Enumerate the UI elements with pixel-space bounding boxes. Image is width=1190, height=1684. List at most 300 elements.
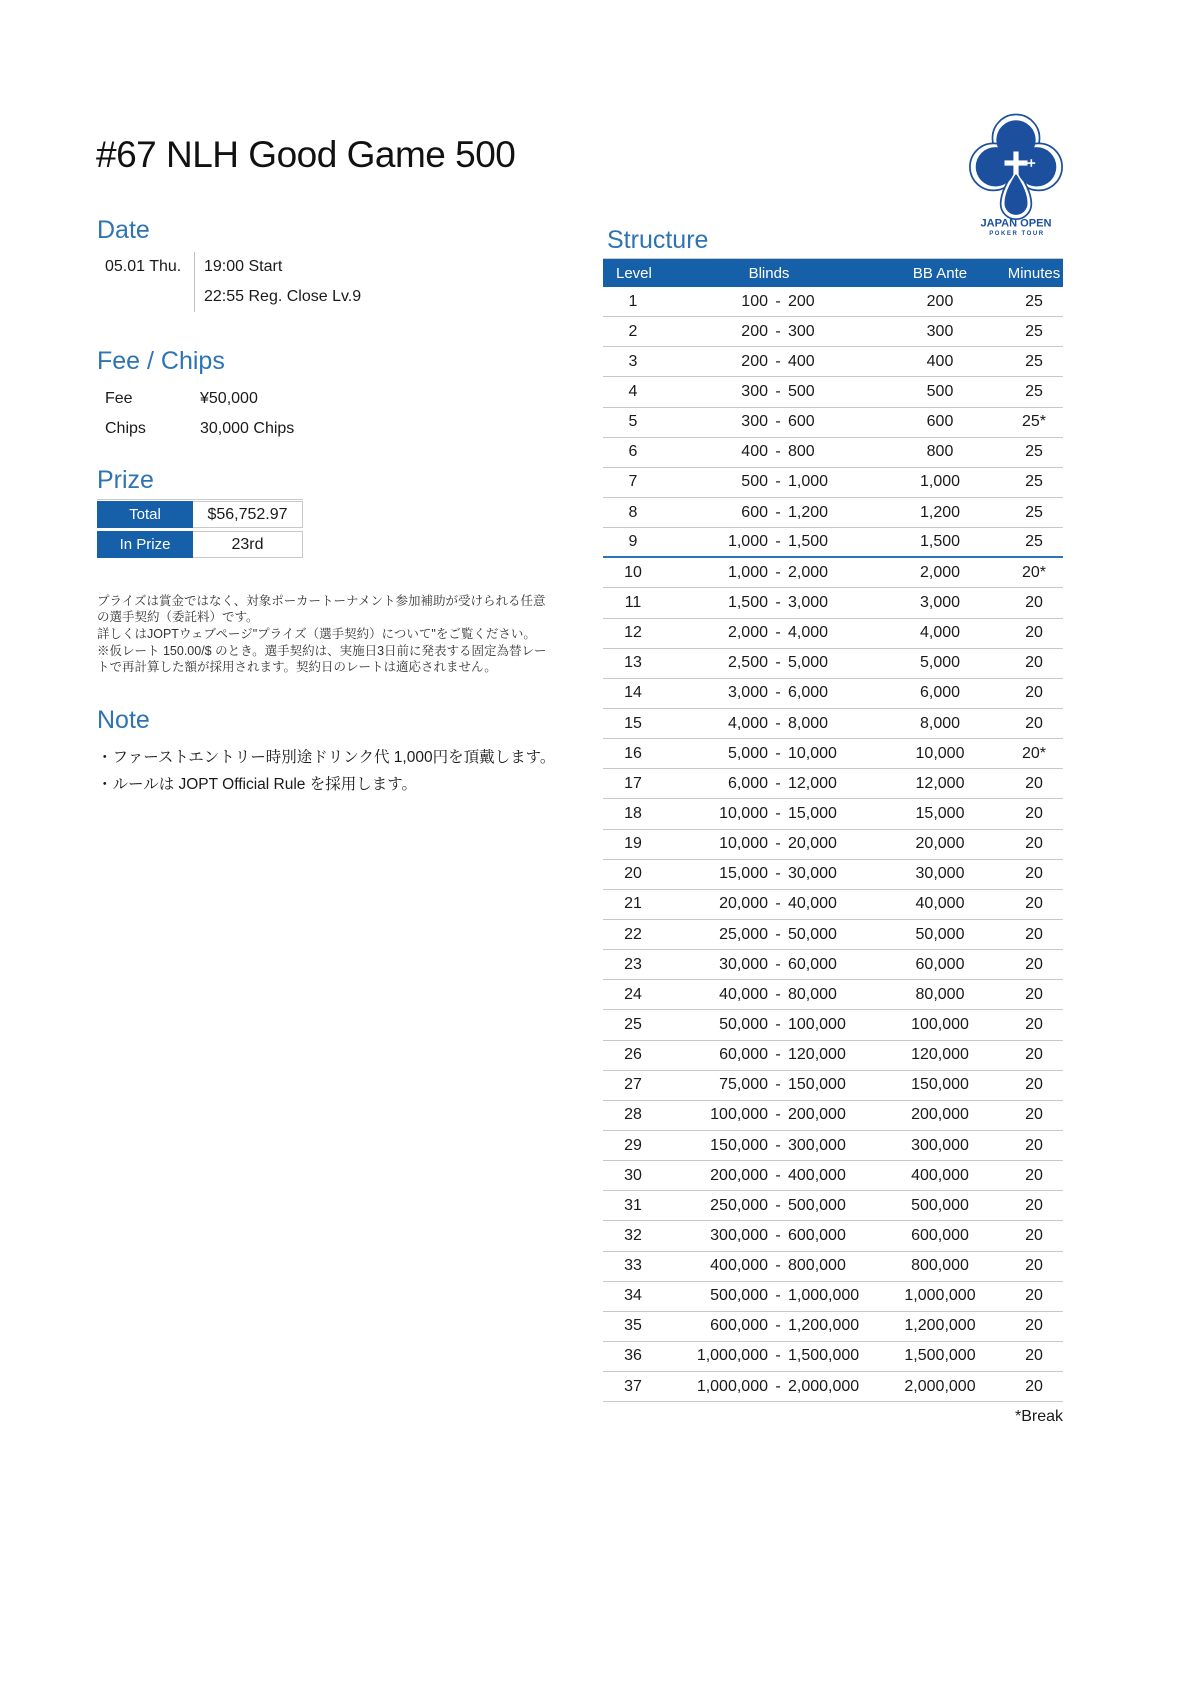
table-row (603, 377, 1063, 407)
minutes-cell: 20 (1025, 1196, 1043, 1214)
level-cell: 27 (624, 1076, 642, 1094)
ante-cell: 8,000 (919, 714, 961, 732)
prize-disclaimer-line: 詳しくはJOPTウェブページ"プライズ（選手契約）について"をご覧ください。 (97, 627, 536, 641)
minutes-cell: 20 (1025, 1226, 1043, 1244)
ante-cell: 200 (926, 292, 954, 310)
blinds-sb: 20,000 (719, 895, 768, 913)
blinds-cell (663, 986, 875, 1004)
date-day: 05.01 Thu. (105, 258, 182, 275)
blinds-cell (663, 1046, 875, 1064)
level-cell: 15 (624, 714, 642, 732)
prize-inprize-value: 23rd (193, 531, 303, 558)
blinds-cell (663, 956, 875, 974)
table-row (603, 528, 1063, 558)
blinds-bb: 400 (788, 352, 815, 370)
blinds-dash: - (775, 804, 781, 822)
blinds-bb: 2,000 (788, 563, 829, 581)
blinds-bb: 300,000 (788, 1136, 846, 1154)
blinds-sb: 150,000 (710, 1136, 768, 1154)
prize-inprize-row (97, 531, 303, 558)
ante-cell: 800,000 (911, 1257, 969, 1275)
table-row (603, 347, 1063, 377)
blinds-bb: 1,000,000 (788, 1287, 860, 1305)
blinds-sb: 600 (741, 503, 768, 521)
level-cell: 16 (624, 744, 642, 762)
table-row (603, 709, 1063, 739)
break-footnote: *Break (1014, 1408, 1063, 1425)
blinds-sb: 50,000 (719, 1015, 768, 1033)
level-cell: 20 (624, 865, 642, 883)
ante-cell: 12,000 (915, 774, 965, 792)
blinds-cell (663, 353, 875, 371)
blinds-cell (663, 323, 875, 341)
ante-cell: 80,000 (915, 985, 965, 1003)
ante-cell: 600 (926, 413, 954, 431)
blinds-cell (663, 1378, 875, 1396)
note-item: ・ルールは JOPT Official Rule を採用します。 (97, 776, 417, 793)
level-cell: 19 (624, 835, 642, 853)
blinds-cell (663, 895, 875, 913)
blinds-sb: 100,000 (710, 1106, 768, 1124)
minutes-cell: 25 (1025, 443, 1043, 461)
blinds-sb: 6,000 (727, 774, 768, 792)
blinds-bb: 1,500 (788, 533, 829, 551)
fee-label: Fee (105, 390, 133, 407)
blinds-dash: - (775, 443, 781, 461)
blinds-bb: 800 (788, 443, 815, 461)
ante-cell: 800 (926, 443, 954, 461)
blinds-sb: 250,000 (710, 1196, 768, 1214)
level-cell: 18 (624, 804, 642, 822)
blinds-cell (663, 1016, 875, 1034)
blinds-dash: - (775, 744, 781, 762)
blinds-sb: 2,000 (727, 624, 768, 642)
blinds-sb: 15,000 (719, 865, 768, 883)
table-row (603, 1282, 1063, 1312)
table-row (603, 588, 1063, 618)
blinds-sb: 300,000 (710, 1226, 768, 1244)
minutes-cell: 20 (1025, 1076, 1043, 1094)
blinds-dash: - (775, 835, 781, 853)
blinds-dash: - (775, 1257, 781, 1275)
level-cell: 10 (624, 563, 642, 581)
date-reg-close: 22:55 Reg. Close Lv.9 (204, 288, 362, 305)
blinds-bb: 100,000 (788, 1015, 846, 1033)
blinds-bb: 1,500,000 (788, 1347, 860, 1365)
blinds-cell (663, 1106, 875, 1124)
blinds-sb: 3,000 (727, 684, 768, 702)
level-cell: 14 (624, 684, 642, 702)
blinds-dash: - (775, 925, 781, 943)
ante-cell: 500 (926, 382, 954, 400)
minutes-cell: 20 (1025, 1166, 1043, 1184)
minutes-cell: 25 (1025, 322, 1043, 340)
minutes-cell: 20 (1025, 1377, 1043, 1395)
table-row (603, 287, 1063, 317)
blinds-cell (663, 775, 875, 793)
blinds-cell (663, 1167, 875, 1185)
blinds-cell (663, 654, 875, 672)
minutes-cell: 20 (1025, 955, 1043, 973)
table-row (603, 679, 1063, 709)
blinds-cell (663, 1287, 875, 1305)
jopt-logo (968, 112, 1064, 244)
prize-table (97, 499, 303, 561)
minutes-cell: 20* (1021, 563, 1047, 581)
level-cell: 9 (628, 533, 638, 551)
minutes-cell: 20 (1025, 985, 1043, 1003)
blinds-sb: 600,000 (710, 1317, 768, 1335)
chips-value: 30,000 Chips (200, 420, 295, 437)
table-row (603, 1010, 1063, 1040)
table-row (603, 317, 1063, 347)
ante-cell: 50,000 (915, 925, 965, 943)
ante-cell: 120,000 (911, 1046, 969, 1064)
ante-cell: 300,000 (911, 1136, 969, 1154)
level-cell: 34 (624, 1287, 642, 1305)
blinds-sb: 30,000 (719, 955, 768, 973)
blinds-sb: 1,000,000 (696, 1377, 768, 1395)
blinds-dash: - (775, 563, 781, 581)
level-cell: 5 (628, 413, 638, 431)
blinds-bb: 200 (788, 292, 815, 310)
blinds-cell (663, 564, 875, 582)
ante-cell: 30,000 (915, 865, 965, 883)
blinds-cell (663, 293, 875, 311)
blinds-bb: 150,000 (788, 1076, 846, 1094)
blinds-sb: 1,000,000 (696, 1347, 768, 1365)
structure-table-header (603, 258, 1063, 287)
table-row (603, 1252, 1063, 1282)
ante-cell: 600,000 (911, 1226, 969, 1244)
minutes-cell: 25 (1025, 503, 1043, 521)
prize-disclaimer-line: ※仮レート 150.00/$ のとき。選手契約は、実施日3日前に発表する固定為替レートで再計算した額が採用されます。契約日のレートは適応されません。 (97, 644, 547, 674)
blinds-cell (663, 413, 875, 431)
structure-table-body (603, 287, 1063, 1402)
blinds-cell (663, 926, 875, 944)
blinds-dash: - (775, 473, 781, 491)
minutes-cell: 20 (1025, 804, 1043, 822)
blinds-sb: 400,000 (710, 1257, 768, 1275)
date-times-divider (194, 252, 361, 312)
club-clover-icon (968, 112, 1064, 239)
blinds-bb: 200,000 (788, 1106, 846, 1124)
minutes-cell: 20 (1025, 774, 1043, 792)
blinds-sb: 10,000 (719, 835, 768, 853)
blinds-dash: - (775, 533, 781, 551)
table-row (603, 498, 1063, 528)
level-cell: 13 (624, 654, 642, 672)
minutes-cell: 20 (1025, 1287, 1043, 1305)
table-row (603, 1191, 1063, 1221)
blinds-sb: 25,000 (719, 925, 768, 943)
page-title: #67 NLH Good Game 500 (96, 134, 516, 175)
blinds-dash: - (775, 774, 781, 792)
level-cell: 31 (624, 1196, 642, 1214)
table-row (603, 408, 1063, 438)
table-row (603, 1221, 1063, 1251)
chips-row (105, 414, 294, 444)
blinds-cell (663, 383, 875, 401)
blinds-dash: - (775, 684, 781, 702)
blinds-dash: - (775, 503, 781, 521)
table-row (603, 468, 1063, 498)
table-row (603, 649, 1063, 679)
table-row (603, 830, 1063, 860)
fee-chips-table (105, 384, 294, 444)
blinds-cell (663, 805, 875, 823)
ante-cell: 4,000 (919, 624, 961, 642)
logo-text-japan-open: JAPAN OPEN (980, 217, 1052, 230)
table-row (603, 1312, 1063, 1342)
blinds-cell (663, 504, 875, 522)
blinds-bb: 600,000 (788, 1226, 846, 1244)
minutes-cell: 25 (1025, 292, 1043, 310)
minutes-cell: 20 (1025, 1106, 1043, 1124)
ante-cell: 1,200 (919, 503, 961, 521)
blinds-sb: 60,000 (719, 1046, 768, 1064)
ante-cell: 60,000 (915, 955, 965, 973)
blinds-sb: 1,000 (727, 533, 768, 551)
blinds-bb: 800,000 (788, 1257, 846, 1275)
ante-cell: 1,000,000 (904, 1287, 976, 1305)
minutes-cell: 20* (1021, 744, 1047, 762)
table-row (603, 1041, 1063, 1071)
table-row (603, 1131, 1063, 1161)
level-cell: 17 (624, 774, 642, 792)
blinds-cell (663, 1197, 875, 1215)
minutes-cell: 20 (1025, 1015, 1043, 1033)
fee-value: ¥50,000 (200, 390, 258, 407)
ante-cell: 1,200,000 (904, 1317, 976, 1335)
ante-cell: 1,500 (919, 533, 961, 551)
blinds-bb: 6,000 (788, 684, 829, 702)
blinds-sb: 1,500 (727, 593, 768, 611)
table-row (603, 438, 1063, 468)
ante-cell: 40,000 (915, 895, 965, 913)
level-cell: 4 (628, 382, 638, 400)
blinds-sb: 200 (741, 322, 768, 340)
blinds-sb: 200 (741, 352, 768, 370)
date-day-spacer (97, 282, 194, 312)
blinds-cell (663, 1137, 875, 1155)
table-row (603, 1372, 1063, 1402)
fee-row (105, 384, 294, 414)
table-row (603, 1342, 1063, 1372)
blinds-dash: - (775, 1317, 781, 1335)
blinds-bb: 120,000 (788, 1046, 846, 1064)
level-cell: 25 (624, 1015, 642, 1033)
blinds-bb: 1,200,000 (788, 1317, 860, 1335)
blinds-cell (663, 594, 875, 612)
note-item: ・ファーストエントリー時別途ドリンク代 1,000円を頂戴します。 (97, 749, 556, 766)
ante-cell: 150,000 (911, 1076, 969, 1094)
blinds-dash: - (775, 1166, 781, 1184)
column-header-blinds: Blinds (748, 264, 790, 282)
blinds-sb: 300 (741, 382, 768, 400)
blinds-cell (663, 865, 875, 883)
ante-cell: 400,000 (911, 1166, 969, 1184)
blinds-bb: 400,000 (788, 1166, 846, 1184)
blinds-cell (663, 1227, 875, 1245)
level-cell: 24 (624, 985, 642, 1003)
blinds-sb: 100 (741, 292, 768, 310)
minutes-cell: 25* (1021, 413, 1047, 431)
blinds-sb: 400 (741, 443, 768, 461)
blinds-sb: 200,000 (710, 1166, 768, 1184)
minutes-cell: 20 (1025, 925, 1043, 943)
blinds-sb: 75,000 (719, 1076, 768, 1094)
ante-cell: 3,000 (919, 593, 961, 611)
blinds-dash: - (775, 714, 781, 732)
blinds-dash: - (775, 1196, 781, 1214)
level-cell: 32 (624, 1226, 642, 1244)
minutes-cell: 20 (1025, 1347, 1043, 1365)
level-cell: 1 (628, 292, 638, 310)
blinds-dash: - (775, 895, 781, 913)
ante-cell: 15,000 (915, 804, 965, 822)
blinds-dash: - (775, 1347, 781, 1365)
table-row (603, 980, 1063, 1010)
blinds-sb: 1,000 (727, 563, 768, 581)
minutes-cell: 20 (1025, 624, 1043, 642)
minutes-cell: 20 (1025, 654, 1043, 672)
note-list (97, 744, 555, 798)
blinds-bb: 600 (788, 413, 815, 431)
ante-cell: 2,000,000 (904, 1377, 976, 1395)
blinds-cell (663, 473, 875, 491)
minutes-cell: 20 (1025, 1317, 1043, 1335)
blinds-dash: - (775, 624, 781, 642)
level-cell: 6 (628, 443, 638, 461)
blinds-dash: - (775, 985, 781, 1003)
ante-cell: 6,000 (919, 684, 961, 702)
level-cell: 12 (624, 624, 642, 642)
minutes-cell: 20 (1025, 593, 1043, 611)
level-cell: 37 (624, 1377, 642, 1395)
table-row (603, 920, 1063, 950)
minutes-cell: 20 (1025, 1046, 1043, 1064)
blinds-dash: - (775, 955, 781, 973)
blinds-bb: 10,000 (788, 744, 837, 762)
blinds-dash: - (775, 654, 781, 672)
blinds-cell (663, 684, 875, 702)
table-row (603, 558, 1063, 588)
blinds-dash: - (775, 1046, 781, 1064)
blinds-cell (663, 1257, 875, 1275)
blinds-cell (663, 1347, 875, 1365)
blinds-bb: 300 (788, 322, 815, 340)
ante-cell: 1,000 (919, 473, 961, 491)
ante-cell: 300 (926, 322, 954, 340)
blinds-sb: 300 (741, 413, 768, 431)
table-row (603, 739, 1063, 769)
minutes-cell: 25 (1025, 473, 1043, 491)
date-table (97, 252, 361, 312)
minutes-cell: 20 (1025, 835, 1043, 853)
minutes-cell: 20 (1025, 895, 1043, 913)
ante-cell: 400 (926, 352, 954, 370)
blinds-bb: 60,000 (788, 955, 837, 973)
minutes-cell: 20 (1025, 865, 1043, 883)
column-header-minutes: Minutes (1007, 264, 1061, 282)
ante-cell: 100,000 (911, 1015, 969, 1033)
table-row (603, 890, 1063, 920)
date-start-time: 19:00 Start (204, 258, 283, 275)
minutes-cell: 25 (1025, 382, 1043, 400)
minutes-cell: 20 (1025, 714, 1043, 732)
blinds-dash: - (775, 382, 781, 400)
table-row (603, 619, 1063, 649)
logo-text-poker-tour: POKER TOUR (989, 231, 1045, 238)
blinds-bb: 15,000 (788, 804, 837, 822)
minutes-cell: 20 (1025, 684, 1043, 702)
structure-heading: Structure (607, 226, 709, 254)
blinds-bb: 50,000 (788, 925, 837, 943)
blinds-bb: 30,000 (788, 865, 837, 883)
blinds-bb: 4,000 (788, 624, 829, 642)
blinds-sb: 2,500 (727, 654, 768, 672)
level-cell: 30 (624, 1166, 642, 1184)
level-cell: 2 (628, 322, 638, 340)
minutes-cell: 25 (1025, 533, 1043, 551)
blinds-cell (663, 533, 875, 551)
level-cell: 22 (624, 925, 642, 943)
ante-cell: 10,000 (915, 744, 965, 762)
ante-cell: 200,000 (911, 1106, 969, 1124)
chips-label: Chips (105, 420, 146, 437)
blinds-cell (663, 745, 875, 763)
blinds-bb: 80,000 (788, 985, 837, 1003)
minutes-cell: 20 (1025, 1257, 1043, 1275)
blinds-bb: 1,000 (788, 473, 829, 491)
blinds-sb: 4,000 (727, 714, 768, 732)
blinds-cell (663, 624, 875, 642)
date-heading: Date (97, 216, 150, 244)
prize-total-label: Total (97, 501, 193, 528)
blinds-cell (663, 1076, 875, 1094)
prize-total-row (97, 501, 303, 528)
fee-chips-heading: Fee / Chips (97, 347, 225, 375)
blinds-dash: - (775, 352, 781, 370)
blinds-bb: 2,000,000 (788, 1377, 860, 1395)
note-heading: Note (97, 706, 150, 734)
blinds-sb: 40,000 (719, 985, 768, 1003)
blinds-cell (663, 1317, 875, 1335)
blinds-cell (663, 835, 875, 853)
level-cell: 29 (624, 1136, 642, 1154)
ante-cell: 5,000 (919, 654, 961, 672)
level-cell: 3 (628, 352, 638, 370)
prize-disclaimer-line: プライズは賞金ではなく、対象ポーカートーナメント参加補助が受けられる任意の選手契約（委託料）です。 (97, 594, 546, 624)
level-cell: 7 (628, 473, 638, 491)
table-row (603, 1101, 1063, 1131)
minutes-cell: 25 (1025, 352, 1043, 370)
prize-disclaimer (97, 593, 557, 676)
column-header-level: Level (616, 264, 652, 282)
prize-heading: Prize (97, 466, 154, 494)
table-row (603, 950, 1063, 980)
blinds-dash: - (775, 1015, 781, 1033)
blinds-bb: 1,200 (788, 503, 829, 521)
table-row (603, 860, 1063, 890)
blinds-bb: 500 (788, 382, 815, 400)
blinds-dash: - (775, 865, 781, 883)
blinds-dash: - (775, 292, 781, 310)
table-row (603, 1161, 1063, 1191)
blinds-bb: 3,000 (788, 593, 829, 611)
blinds-bb: 5,000 (788, 654, 829, 672)
